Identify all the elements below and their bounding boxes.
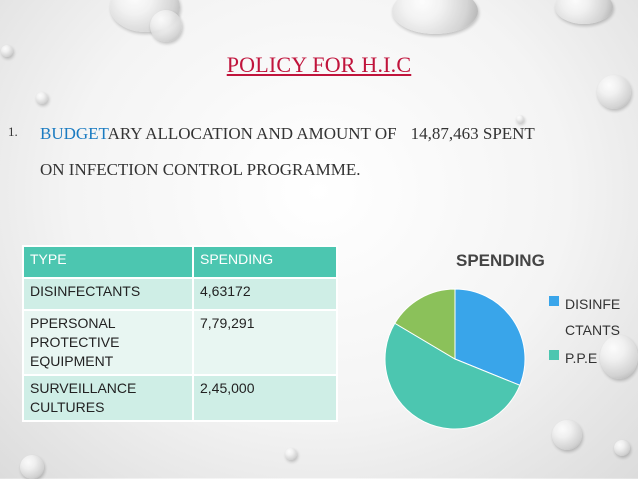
slide-title: POLICY FOR H.I.C bbox=[226, 52, 412, 77]
bullet-line-1 bbox=[40, 124, 535, 144]
spending-table bbox=[22, 245, 338, 422]
table-header-row bbox=[23, 246, 337, 278]
table-cell-spending: 7,79,291 bbox=[193, 310, 337, 375]
table-row bbox=[23, 310, 337, 375]
table-header-type: TYPE bbox=[23, 246, 193, 278]
legend-swatch bbox=[549, 296, 559, 306]
table-cell-type: SURVEILLANCE CULTURES bbox=[23, 375, 193, 421]
legend-item-ppe bbox=[549, 345, 635, 371]
chart-legend bbox=[549, 291, 635, 371]
water-drop-decoration bbox=[392, 0, 478, 34]
amount-text: 14,87,463 SPENT bbox=[410, 124, 535, 143]
table-cell-spending: 4,63172 bbox=[193, 278, 337, 310]
water-drop-decoration bbox=[150, 10, 182, 42]
table-cell-type: PPERSONAL PROTECTIVE EQUIPMENT bbox=[23, 310, 193, 375]
legend-label: DISINFE CTANTS bbox=[565, 296, 621, 338]
bullet-highlight: BUDGET bbox=[40, 124, 108, 143]
spending-pie-chart bbox=[380, 284, 530, 434]
water-drop-decoration bbox=[552, 420, 582, 450]
table-cell-type: DISINFECTANTS bbox=[23, 278, 193, 310]
bullet-line-1-text: ARY ALLOCATION AND AMOUNT OF bbox=[107, 124, 397, 143]
legend-swatch bbox=[549, 350, 559, 360]
bullet-line-2: ON INFECTION CONTROL PROGRAMME. bbox=[40, 160, 361, 179]
table-row bbox=[23, 278, 337, 310]
bullet-number: 1. bbox=[8, 124, 18, 139]
water-drop-decoration bbox=[36, 92, 48, 104]
legend-label: P.P.E bbox=[565, 350, 598, 366]
legend-item-disinfectants bbox=[549, 291, 635, 343]
water-drop-decoration bbox=[614, 440, 630, 456]
water-drop-decoration bbox=[516, 115, 524, 123]
water-drop-decoration bbox=[285, 448, 297, 460]
table-cell-spending: 2,45,000 bbox=[193, 375, 337, 421]
table-row bbox=[23, 375, 337, 421]
chart-title: SPENDING bbox=[456, 251, 545, 270]
water-drop-decoration bbox=[555, 0, 613, 24]
table-header-spending: SPENDING bbox=[193, 246, 337, 278]
water-drop-decoration bbox=[20, 455, 44, 479]
water-drop-decoration bbox=[597, 75, 631, 109]
